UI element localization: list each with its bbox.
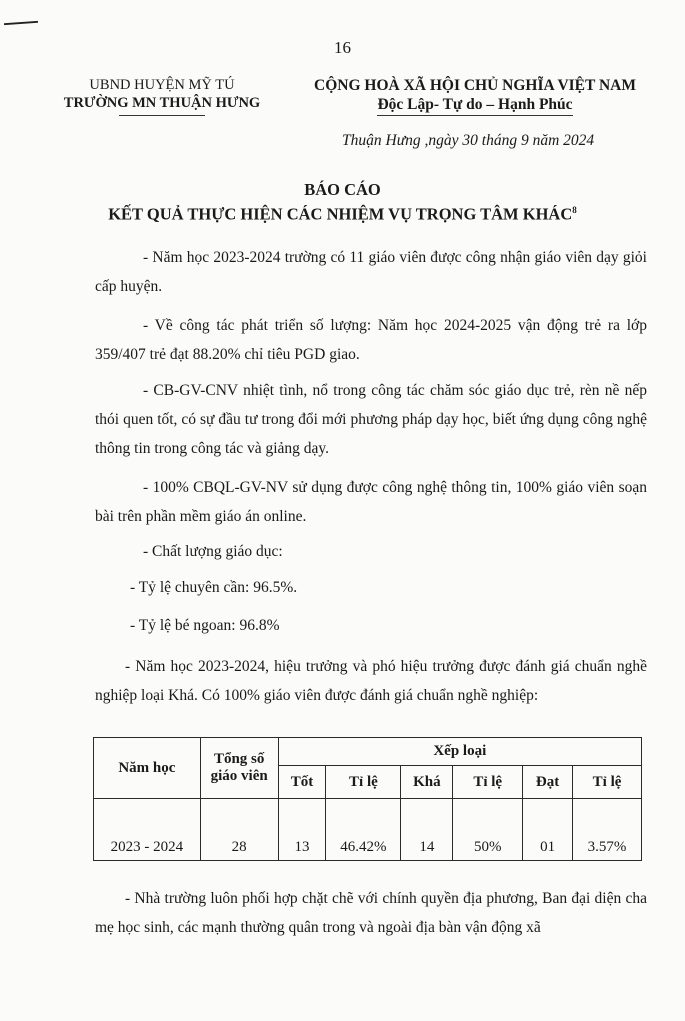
report-title <box>0 180 685 225</box>
paragraph-3-text: - CB-GV-CNV nhiệt tình, nổ trong công tác chăm sóc giáo dục trẻ, rèn nề nếp thói quen tốt, có sự đầu tư trong đổi mới phương pháp dạy học, biết ứng dụng công nghệ thông tin trong công tác và giảng dạy. <box>95 382 647 457</box>
paragraph-8 <box>95 652 647 710</box>
col-rate3-header: Tỉ lệ <box>573 766 642 799</box>
paragraph-7: - Tỷ lệ bé ngoan: 96.8% <box>130 617 280 634</box>
paragraph-9-text: - Nhà trường luôn phối hợp chặt chẽ với chính quyền địa phương, Ban đại diện cha mẹ học sinh, các mạnh thường quân trong và ngoài địa bàn vận động xã <box>95 890 647 936</box>
issuing-organization <box>62 76 262 116</box>
cell-dat: 01 <box>523 799 573 861</box>
country-name: CỘNG HOÀ XÃ HỘI CHỦ NGHĨA VIỆT NAM <box>314 77 636 94</box>
col-kha-header: Khá <box>401 766 453 799</box>
page-number: 16 <box>334 38 351 57</box>
cell-rate3: 3.57% <box>573 799 642 861</box>
report-title-text: KẾT QUẢ THỰC HIỆN CÁC NHIỆM VỤ TRỌNG TÂM KHÁC <box>108 204 573 224</box>
cell-year: 2023 - 2024 <box>94 799 201 861</box>
paragraph-5 <box>95 537 647 566</box>
paragraph-4-text: - 100% CBQL-GV-NV sử dụng được công nghệ thông tin, 100% giáo viên soạn bài trên phần mềm giáo án online. <box>95 479 647 525</box>
pen-mark <box>4 21 38 25</box>
paragraph-8-text: - Năm học 2023-2024, hiệu trưởng và phó hiệu trưởng được đánh giá chuẩn nghề nghiệp loại Khá. Có 100% giáo viên được đánh giá chuẩn nghề nghiệp: <box>95 658 647 704</box>
cell-rate2: 50% <box>453 799 523 861</box>
cell-kha: 14 <box>401 799 453 861</box>
col-dat-header: Đạt <box>523 766 573 799</box>
footnote-marker: 8 <box>572 205 577 215</box>
paragraph-4 <box>95 473 647 531</box>
paragraph-5-text: - Chất lượng giáo dục: <box>143 543 283 560</box>
report-title-line1: BÁO CÁO <box>304 180 381 199</box>
paragraph-1 <box>95 243 647 301</box>
col-rating-header: Xếp loại <box>278 738 641 766</box>
paragraph-6: - Tỷ lệ chuyên cần: 96.5%. <box>130 579 298 596</box>
cell-rate1: 46.42% <box>326 799 401 861</box>
date-location: Thuận Hưng ,ngày 30 tháng 9 năm 2024 <box>342 132 595 149</box>
table-row <box>94 799 642 861</box>
school-name: TRƯỜNG MN THUẬN HƯNG <box>63 95 261 111</box>
national-heading <box>305 76 645 116</box>
paragraph-3 <box>95 376 647 463</box>
col-rate2-header: Tỉ lệ <box>453 766 523 799</box>
evaluation-table <box>93 737 642 861</box>
col-total-header: Tổng số giáo viên <box>200 738 278 799</box>
header-rule <box>119 115 205 116</box>
col-rate1-header: Tỉ lệ <box>326 766 401 799</box>
table-header-row-1 <box>94 738 642 766</box>
paragraph-1-text: - Năm học 2023-2024 trường có 11 giáo viên được công nhận giáo viên dạy giỏi cấp huyện. <box>95 249 647 295</box>
paragraph-9 <box>95 884 647 942</box>
cell-tot: 13 <box>278 799 326 861</box>
district-committee: UBND HUYỆN MỸ TÚ <box>89 77 235 93</box>
national-motto: Độc Lập- Tự do – Hạnh Phúc <box>377 95 572 116</box>
paragraph-2 <box>95 311 647 369</box>
col-year-header: Năm học <box>94 738 201 799</box>
col-tot-header: Tốt <box>278 766 326 799</box>
paragraph-2-text: - Về công tác phát triển số lượng: Năm học 2024-2025 vận động trẻ ra lớp 359/407 trẻ đạt 88.20% chỉ tiêu PGD giao. <box>95 317 647 363</box>
report-title-line2 <box>0 200 685 225</box>
cell-total: 28 <box>200 799 278 861</box>
